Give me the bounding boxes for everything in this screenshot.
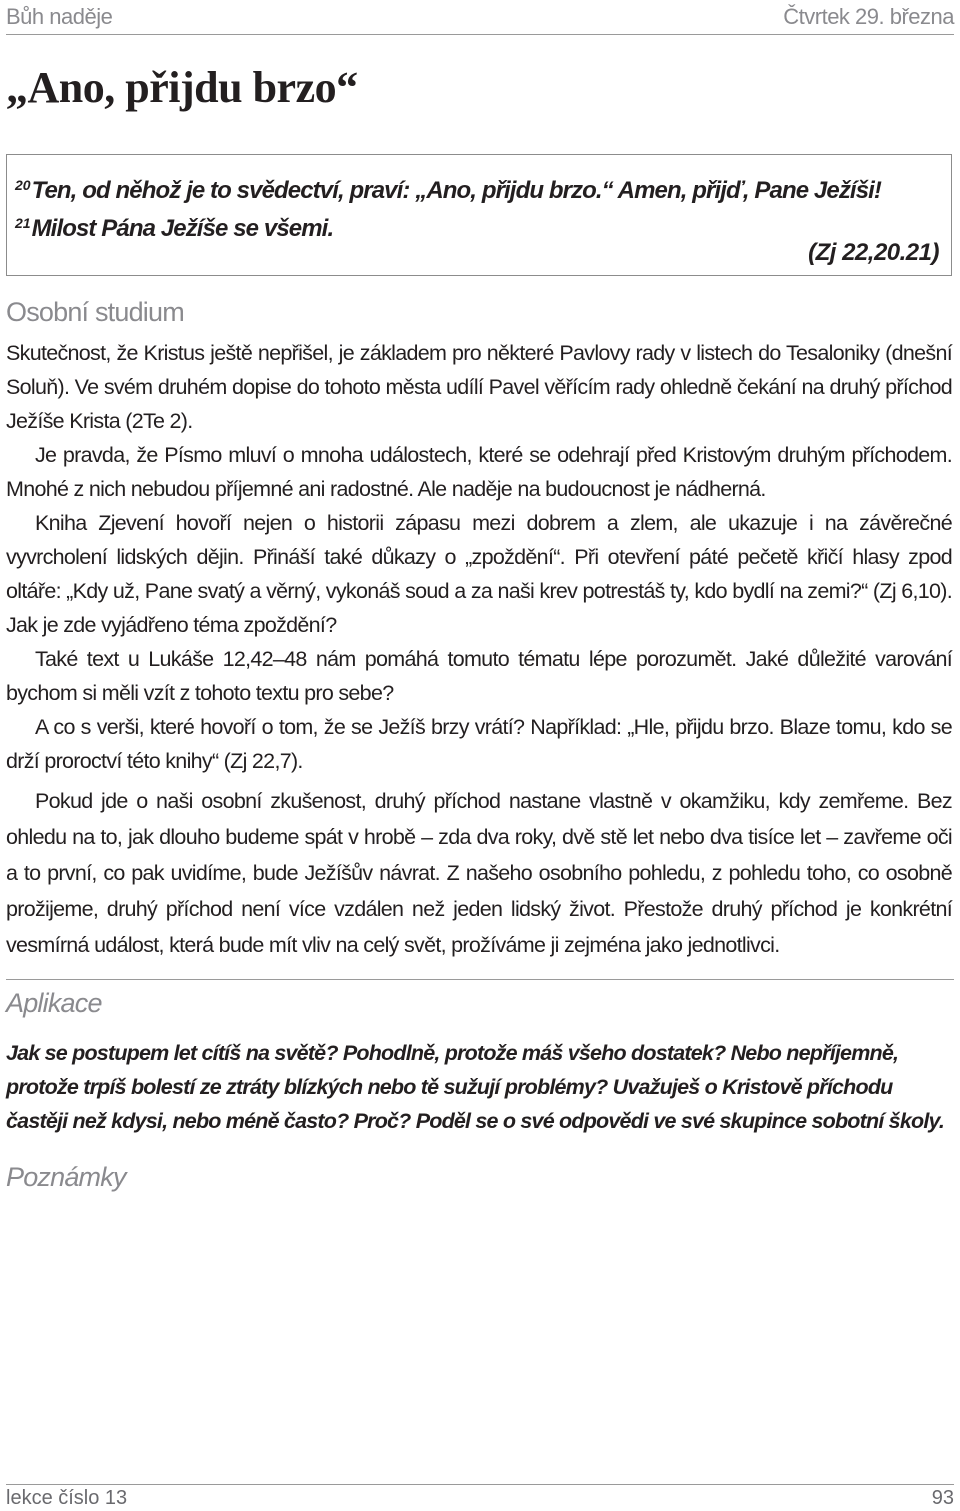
date-label: Čtvrtek 29. března — [783, 4, 954, 29]
application-text: Jak se postupem let cítíš na světě? Pohodlně, protože máš všeho dostatek? Nebo nepříjemně, protože trpíš bolestí ze ztráty blízkých nebo tě sužují problémy? Uvažuješ o Kristově příchodu častěji než kdysi, nebo méně často? Proč? Poděl se o své odpovědi ve své skupince sobotní školy. — [6, 1041, 945, 1133]
application-body — [6, 1036, 952, 1138]
page-number: 93 — [931, 1486, 954, 1509]
page-title: „Ano, přijdu brzo“ — [6, 63, 358, 112]
memory-verse-text — [15, 169, 941, 245]
study-paragraph: Skutečnost, že Kristus ještě nepřišel, je základem pro některé Pavlovy rady v listech do Tesaloniky (dnešní Soluň). Ve svém druhém dopise do tohoto města udílí Pavel věřícím rady ohledně čekání na druhý příchod Ježíše Krista (2Te 2). — [6, 341, 952, 433]
study-paragraph: A co s verši, které hovoří o tom, že se Ježíš brzy vrátí? Například: „Hle, přijdu brzo. Blaze tomu, kdo se drží proroctví této knihy“ (Zj 22,7). — [6, 715, 952, 773]
study-paragraph: Kniha Zjevení hovoří nejen o historii zápasu mezi dobrem a zlem, ale ukazuje i na závěrečné vyvrcholení lidských dějin. Přináší také důkazy o „zpoždění“. Při otevření páté pečetě křičí hlasy zpod oltáře: „Kdy už, Pane svatý a věrný, vykonáš soud a za naši krev potrestáš ty, kdo bydlí na zemi?“ (Zj 6,10). Jak je zde vyjádřeno téma zpoždění? — [6, 511, 952, 637]
verse-number: 20 — [15, 177, 31, 193]
verse-text-part: Milost Pána Ježíše se všemi. — [31, 215, 334, 242]
study-paragraph: Pokud jde o naši osobní zkušenost, druhý příchod nastane vlastně v okamžiku, kdy zemřeme. Bez ohledu na to, jak dlouho budeme spát v hrobě – zda dva roky, dvě stě let nebo dva tisíce let – zavřeme oči a to první, co pak uvidíme, bude Ježíšův návrat. Z našeho osobního pohledu, z pohledu toho, co osobně prožijeme, druhý příchod není více vzdálen než jeden lidský život. Přestože druhý příchod je konkrétní vesmírná událost, která bude mít vliv na celý svět, prožíváme ji zejména jako jednotlivci. — [6, 789, 952, 957]
study-paragraph: Je pravda, že Písmo mluví o mnoha událostech, které se odehrají před Kristovým druhým příchodem. Mnohé z nich nebudou příjemné ani radostné. Ale naděje na budoucnost je nádherná. — [6, 443, 952, 501]
book-title: Bůh naděje — [6, 4, 113, 29]
lesson-number: lekce číslo 13 — [6, 1486, 128, 1509]
footer-divider — [6, 1484, 954, 1485]
page-header — [6, 2, 954, 32]
header-divider — [6, 34, 954, 35]
notes-heading: Poznámky — [6, 1162, 126, 1192]
section-divider — [6, 979, 954, 980]
personal-study-heading: Osobní studium — [6, 297, 184, 327]
verse-text-part: Ten, od něhož je to svědectví, praví: „Ano, přijdu brzo.“ Amen, přijď, Pane Ježíši! — [31, 177, 882, 204]
verse-reference: (Zj 22,20.21) — [808, 239, 939, 266]
personal-study-body — [6, 336, 952, 963]
memory-verse-box — [6, 154, 952, 276]
study-paragraph: Také text u Lukáše 12,42–48 nám pomáhá tomuto tématu lépe porozumět. Jaké důležité varování bychom si měli vzít z tohoto textu pro sebe? — [6, 647, 952, 705]
page-footer — [6, 1486, 954, 1510]
verse-number: 21 — [15, 215, 31, 231]
application-heading: Aplikace — [6, 988, 102, 1018]
